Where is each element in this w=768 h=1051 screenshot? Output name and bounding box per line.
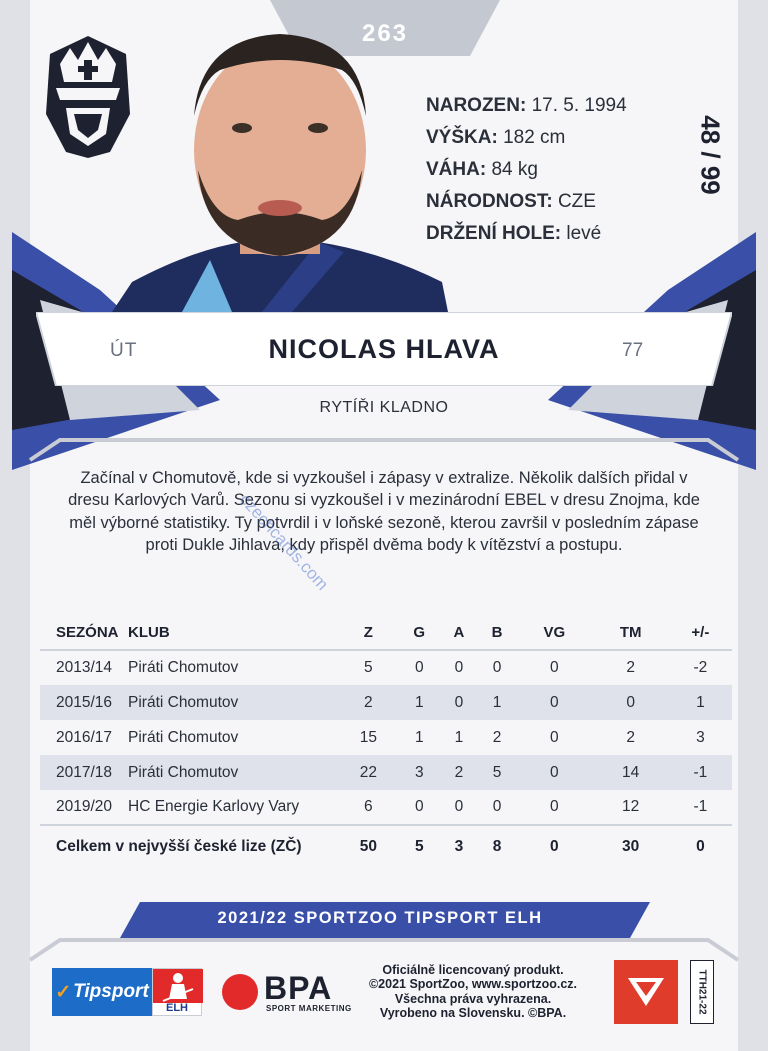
table-cell: 2013/14 bbox=[56, 659, 113, 676]
table-cell: 5 bbox=[364, 659, 373, 676]
serial-number: 48 / 99 bbox=[695, 115, 726, 195]
table-cell: 0 bbox=[440, 685, 478, 720]
table-cell: 5 bbox=[478, 755, 516, 790]
stats-table bbox=[40, 616, 732, 867]
hockey-player-icon bbox=[153, 969, 203, 1003]
legal-text bbox=[348, 963, 598, 1021]
table-cell: 0 bbox=[399, 790, 440, 825]
table-cell: 2 bbox=[440, 755, 478, 790]
total-plusminus: 0 bbox=[696, 837, 705, 855]
col-games: Z bbox=[363, 624, 373, 641]
table-cell: 1 bbox=[399, 685, 440, 720]
table-cell: 1 bbox=[478, 685, 516, 720]
col-points: B bbox=[491, 624, 503, 641]
card-number: 263 bbox=[361, 20, 409, 47]
legal-line: ©2021 SportZoo, www.sportzoo.cz. bbox=[368, 977, 578, 992]
table-cell: 2 bbox=[626, 728, 635, 746]
table-cell: HC Energie Karlovy Vary bbox=[128, 790, 338, 825]
bio-birthdate: NAROZEN: 17. 5. 1994 bbox=[426, 95, 627, 116]
table-cell: 12 bbox=[593, 790, 669, 825]
table-cell: 2 bbox=[492, 728, 502, 746]
bio-weight: VÁHA: 84 kg bbox=[426, 159, 538, 180]
table-cell: 0 bbox=[492, 659, 502, 676]
col-pim: TM bbox=[619, 624, 642, 641]
table-cell: 3 bbox=[696, 728, 705, 746]
col-gwg: VG bbox=[543, 624, 566, 641]
total-label: Celkem v nejvyšší české lize (ZČ) bbox=[56, 837, 302, 855]
legal-line: Všechna práva vyhrazena. bbox=[394, 991, 552, 1006]
watermark: czechcards.com bbox=[235, 490, 333, 594]
player-bio bbox=[426, 90, 686, 250]
table-cell: 15 bbox=[359, 728, 377, 746]
table-cell: 2017/18 bbox=[40, 755, 128, 790]
table-cell: 0 bbox=[550, 728, 559, 746]
player-photo bbox=[112, 20, 448, 312]
bio-height: VÝŠKA: 182 cm bbox=[426, 127, 566, 148]
tipsport-logo: ✓ Tipsport bbox=[52, 968, 152, 1016]
jersey-number: 77 bbox=[622, 340, 644, 361]
table-cell: 0 bbox=[516, 790, 592, 825]
table-cell: 0 bbox=[414, 659, 424, 676]
team-name: RYTÍŘI KLADNO bbox=[319, 399, 449, 416]
table-cell: 22 bbox=[338, 755, 399, 790]
table-cell: 3 bbox=[399, 755, 440, 790]
table-cell: 0 bbox=[593, 685, 669, 720]
legal-line: Oficiálně licencovaný produkt. bbox=[382, 963, 564, 977]
table-cell: 0 bbox=[516, 685, 592, 720]
table-cell: 2 bbox=[626, 659, 635, 676]
table-row bbox=[40, 790, 732, 825]
table-cell: -1 bbox=[669, 755, 732, 790]
table-cell: Piráti Chomutov bbox=[128, 728, 239, 746]
bpa-logo-subtitle: SPORT MARKETING bbox=[266, 1004, 352, 1013]
col-assists: A bbox=[453, 624, 465, 641]
stats-header-row bbox=[40, 616, 732, 650]
table-cell: Piráti Chomutov bbox=[128, 755, 338, 790]
series-title: 2021/22 SPORTZOO TIPSPORT ELH bbox=[217, 909, 543, 927]
total-pim: 30 bbox=[622, 837, 640, 855]
bpa-logo-text: BPA bbox=[264, 970, 333, 1006]
bio-stick-hand: DRŽENÍ HOLE: levé bbox=[426, 223, 602, 244]
total-games: 50 bbox=[359, 837, 377, 855]
table-cell: 0 bbox=[440, 790, 478, 825]
table-row bbox=[40, 755, 732, 790]
table-row bbox=[40, 720, 732, 755]
total-assists: 3 bbox=[454, 837, 464, 855]
table-cell: Piráti Chomutov bbox=[128, 685, 338, 720]
stats-total-row bbox=[40, 825, 732, 867]
bpa-ball-icon bbox=[222, 974, 258, 1010]
legal-line: Vyrobeno na Slovensku. ©BPA. bbox=[379, 1006, 567, 1021]
col-plusminus: +/- bbox=[691, 624, 710, 641]
table-cell: 2015/16 bbox=[40, 685, 128, 720]
table-cell: 14 bbox=[593, 755, 669, 790]
table-cell: 0 bbox=[478, 790, 516, 825]
table-cell: -1 bbox=[669, 790, 732, 825]
table-cell: Piráti Chomutov bbox=[128, 659, 239, 676]
col-season: SEZÓNA bbox=[56, 624, 119, 641]
table-cell: 2 bbox=[338, 685, 399, 720]
player-name: NICOLAS HLAVA bbox=[268, 334, 500, 364]
table-cell: 0 bbox=[550, 659, 559, 676]
bio-nationality: NÁRODNOST: CZE bbox=[426, 191, 596, 212]
player-description: Začínal v Chomutově, kde si vyzkoušel i zápasy v extralize. Několik dalších přidal v dresu Karlových Varů. Sezonu si vyzkoušel i v mezinárodní EBEL v dresu Znojma, kde měl výborné statistiky. Ty potvrdil i v loňské sezoně, kterou završil v posledním zápase proti Dukle Jihlava, kdy přispěl dvěma body k vítězství a postupu. bbox=[68, 469, 700, 555]
table-cell: 1 bbox=[669, 685, 732, 720]
table-cell: 6 bbox=[338, 790, 399, 825]
table-cell: 0 bbox=[516, 755, 592, 790]
total-goals: 5 bbox=[414, 837, 424, 855]
table-cell: 1 bbox=[454, 728, 464, 746]
table-row bbox=[40, 685, 732, 720]
table-cell: -2 bbox=[693, 659, 708, 676]
table-cell: 1 bbox=[414, 728, 424, 746]
total-gwg: 0 bbox=[550, 837, 559, 855]
table-cell: 2019/20 bbox=[40, 790, 128, 825]
table-row bbox=[40, 650, 732, 685]
col-club: KLUB bbox=[128, 624, 170, 641]
elh-label: ELH bbox=[166, 1002, 188, 1014]
sportzoo-logo-icon bbox=[614, 960, 678, 1024]
table-cell: 0 bbox=[454, 659, 464, 676]
total-points: 8 bbox=[492, 837, 502, 855]
player-position: ÚT bbox=[110, 340, 138, 361]
col-goals: G bbox=[413, 624, 426, 641]
product-code: TTH21-22 bbox=[690, 960, 714, 1024]
table-cell: 2016/17 bbox=[56, 728, 113, 746]
